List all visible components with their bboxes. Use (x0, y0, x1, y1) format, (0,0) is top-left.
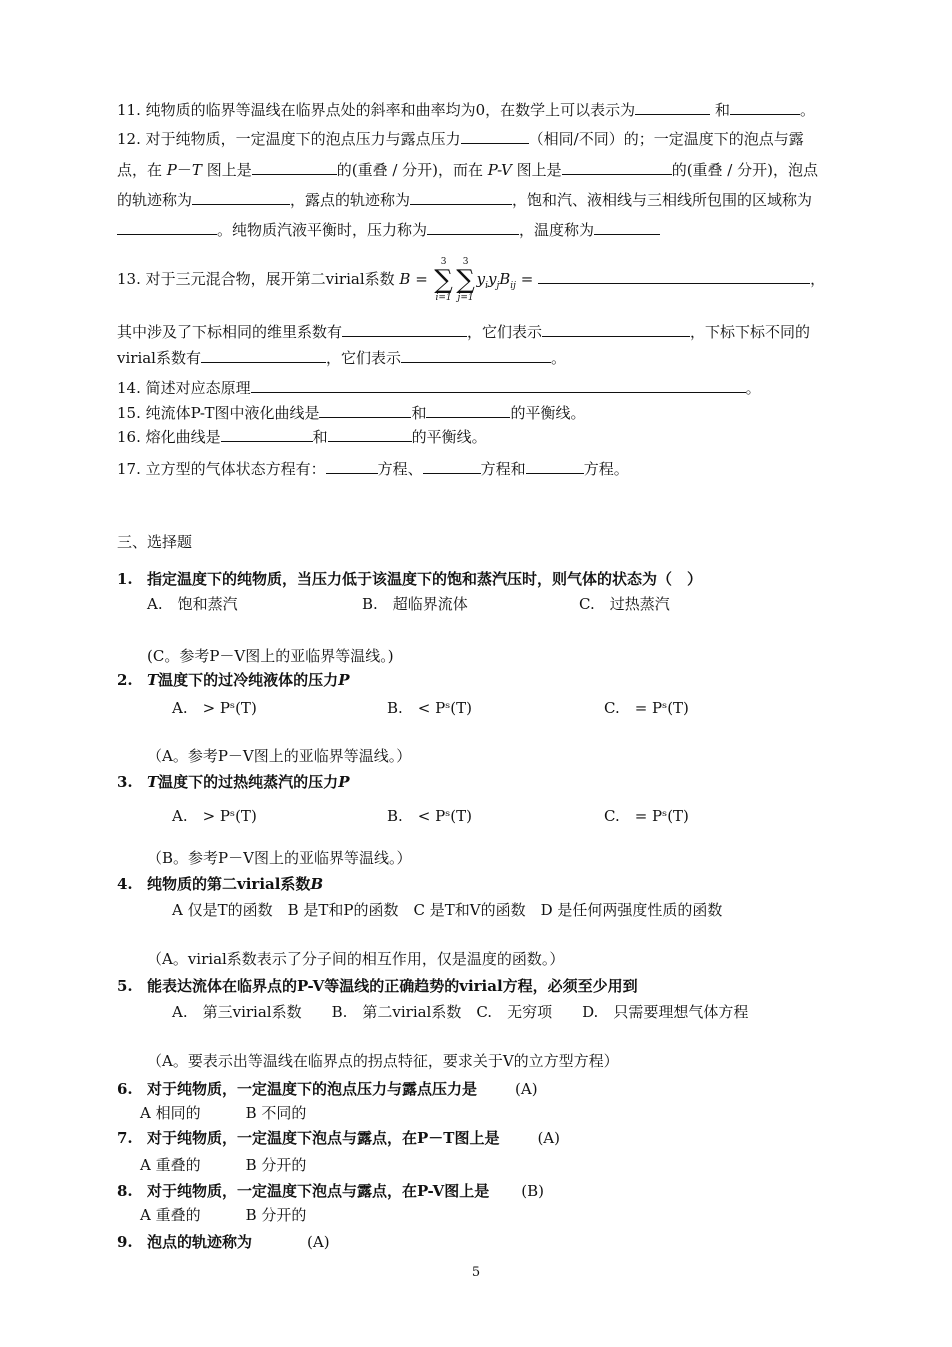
q12-text-3b: ，露点的轨迹称为 (290, 191, 411, 209)
mc-q2-stem-text: 温度下的过冷纯液体的压力 (158, 671, 339, 689)
q15-blank-1[interactable] (319, 402, 411, 418)
mc-q5-stem-text: 能表达流体在临界点的P-V等温线的正确趋势的virial方程，必须至少用到 (147, 977, 638, 995)
mc-q3-note: （B。参考P－V图上的亚临界等温线。） (147, 849, 412, 867)
q12-blank-3[interactable] (562, 159, 672, 175)
mc-q9-stem (117, 1232, 330, 1252)
q13-blank-4[interactable] (201, 347, 326, 363)
q17-text-c: 方程。 (583, 460, 629, 478)
mc-q2-note: （A。参考P－V图上的亚临界等温线。） (147, 747, 412, 765)
mc-q2-number: 2. (117, 671, 133, 689)
q12-text-4a: 。纯物质汽液平衡时，压力称为 (217, 221, 428, 239)
mc-q2-option-b[interactable]: B. < Pˢ(T) (387, 699, 472, 717)
fill-q13-line3 (117, 347, 566, 368)
section-title: 三、选择题 (117, 533, 193, 551)
q13-text-3c: 。 (551, 349, 567, 367)
q16-and: 和 (312, 428, 328, 446)
q15-number: 15. (117, 404, 141, 422)
q11-blank-1[interactable] (635, 99, 710, 115)
q12-blank-5[interactable] (410, 189, 512, 205)
q12-blank-4[interactable] (192, 189, 290, 205)
q11-blank-2[interactable] (730, 99, 800, 115)
mc-q2-option-c[interactable]: C. = Pˢ(T) (604, 699, 689, 717)
q17-text-a: 方程、 (377, 460, 423, 478)
q13-sum-i-bot: i=1 (435, 293, 452, 303)
q13-sum-i-top: 3 (440, 257, 447, 267)
mc-q3-option-c[interactable]: C. = Pˢ(T) (604, 807, 689, 825)
q16-number: 16. (117, 428, 141, 446)
q13-blank-5[interactable] (401, 347, 551, 363)
q12-text-1b: （相同/不同）的；一定温度下的泡点与露 (528, 130, 804, 148)
mc-q1-note: (C。参考P－V图上的亚临界等温线。) (147, 647, 394, 665)
mc-q3-number: 3. (117, 773, 133, 791)
q13-y2: y (487, 270, 497, 288)
q14-number: 14. (117, 379, 141, 397)
q16-end: 的平衡线。 (411, 428, 487, 446)
q15-blank-2[interactable] (426, 402, 510, 418)
q12-text-2e: 的(重叠 / 分开)，泡点 (671, 161, 818, 179)
q11-text: 纯物质的临界等温线在临界点处的斜率和曲率均为0，在数学上可以表示为 (145, 101, 636, 119)
mc-q1-number: 1. (117, 570, 133, 588)
q13-blank-3[interactable] (542, 321, 690, 337)
mc-q2-p: P (338, 671, 350, 689)
mc-q3-option-a[interactable]: A. > Pˢ(T) (172, 807, 257, 825)
q12-blank-2[interactable] (252, 159, 337, 175)
q12-text-3a: 的轨迹称为 (117, 191, 193, 209)
q14-text: 简述对应态原理 (145, 379, 251, 397)
mc-q4-stem-text: 纯物质的第二virial系数 (147, 875, 311, 893)
fill-q12-line2 (117, 159, 818, 180)
q13-sum-j (455, 257, 477, 303)
mc-q3-stem (117, 772, 349, 792)
q13-blank-1[interactable] (538, 268, 810, 284)
q12-dash: － (176, 161, 192, 179)
mc-q1-stem (117, 569, 702, 589)
q17-text: 立方型的气体状态方程有： (145, 460, 326, 478)
mc-q9-number: 9. (117, 1233, 133, 1251)
mc-q6-options[interactable]: A 相同的 B 不同的 (140, 1104, 307, 1122)
q13-b: B (399, 270, 411, 288)
fill-q12-line1 (117, 128, 804, 149)
q13-text: 对于三元混合物，展开第二virial系数 (145, 270, 395, 288)
q11-and: 和 (714, 101, 730, 119)
q16-blank-1[interactable] (221, 426, 313, 442)
mc-q6-number: 6. (117, 1080, 133, 1098)
mc-q7-number: 7. (117, 1129, 133, 1147)
q13-number: 13. (117, 270, 141, 288)
q17-blank-1[interactable] (326, 458, 378, 474)
mc-q8-stem-text: 对于纯物质，一定温度下泡点与露点，在P-V图上是 (147, 1182, 490, 1200)
mc-q3-stem-text: 温度下的过热纯蒸汽的压力 (158, 773, 339, 791)
q12-text-2c: 的(重叠 / 分开)，而在 (336, 161, 484, 179)
mc-q7-answer: (A) (537, 1129, 560, 1147)
q17-text-b: 方程和 (480, 460, 526, 478)
q13-sigma-j: ∑ (456, 265, 475, 295)
mc-q1-option-a[interactable]: A. 饱和蒸汽 (147, 595, 238, 613)
q11-end: 。 (799, 101, 815, 119)
q11-number: 11. (117, 101, 141, 119)
q17-blank-2[interactable] (423, 458, 481, 474)
mc-q3-t: T (147, 773, 159, 791)
mc-q4-stem (117, 874, 323, 894)
q12-number: 12. (117, 130, 141, 148)
mc-q4-options[interactable]: A 仅是T的函数 B 是T和P的函数 C 是T和V的函数 D 是任何两强度性质的函数 (172, 901, 723, 919)
mc-q6-stem-text: 对于纯物质，一定温度下的泡点压力与露点压力是 (147, 1080, 478, 1098)
q16-text: 熔化曲线是 (145, 428, 221, 446)
mc-q5-number: 5. (117, 977, 133, 995)
q13-text-3a: virial系数有 (117, 349, 201, 367)
fill-q15 (117, 402, 585, 423)
q15-end: 的平衡线。 (510, 404, 586, 422)
q15-text: 纯流体P-T图中液化曲线是 (145, 404, 320, 422)
fill-q11 (117, 99, 815, 120)
fill-q12-line3 (117, 189, 812, 210)
q13-text-2a: 其中涉及了下标相同的维里系数有 (117, 323, 343, 341)
q12-text-4b: ，温度称为 (519, 221, 595, 239)
q14-end: 。 (745, 379, 761, 397)
mc-q7-options[interactable]: A 重叠的 B 分开的 (140, 1156, 307, 1174)
mc-q3-p: P (338, 773, 350, 791)
q12-blank-7[interactable] (427, 219, 519, 235)
mc-q2-stem (117, 670, 349, 690)
mc-q8-number: 8. (117, 1182, 133, 1200)
q13-blank-2[interactable] (342, 321, 467, 337)
mc-q5-stem (117, 976, 638, 996)
q13-text-2b: ，它们表示 (467, 323, 543, 341)
q13-sub-i: i (485, 281, 488, 291)
fill-q14 (117, 377, 761, 398)
q12-text-2d: 图上是 (516, 161, 562, 179)
q15-and: 和 (411, 404, 427, 422)
fill-q13-line1 (117, 254, 825, 306)
q13-sub-j: j (496, 281, 500, 291)
q12-p: P (166, 161, 177, 179)
mc-q8-answer: (B) (521, 1182, 544, 1200)
mc-q4-number: 4. (117, 875, 133, 893)
q13-eq2: = (520, 270, 534, 288)
fill-q17 (117, 458, 629, 479)
q13-sigma-i: ∑ (434, 265, 453, 295)
mc-q2-option-a[interactable]: A. > Pˢ(T) (172, 699, 257, 717)
mc-q1-stem-text: 指定温度下的纯物质，当压力低于该温度下的饱和蒸汽压时，则气体的状态为（ ） (147, 570, 703, 588)
mc-q5-options[interactable]: A. 第三virial系数 B. 第二virial系数 C. 无穷项 D. 只需要理想气体方程 (172, 1003, 749, 1021)
mc-q6-answer: (A) (515, 1080, 538, 1098)
fill-q16 (117, 426, 487, 447)
q17-blank-3[interactable] (526, 458, 584, 474)
mc-q2-t: T (147, 671, 159, 689)
mc-q4-note: （A。virial系数表示了分子间的相互作用，仅是温度的函数。） (147, 950, 565, 968)
q13-y1: y (476, 270, 486, 288)
mc-q5-note: （A。要表示出等温线在临界点的拐点特征，要求关于V的立方型方程） (147, 1052, 619, 1070)
page-number: 5 (471, 1265, 481, 1280)
q13-sum-i (433, 257, 455, 303)
q12-text-1a: 对于纯物质，一定温度下的泡点压力与露点压力 (145, 130, 461, 148)
q12-text-2a: 点，在 (117, 161, 163, 179)
q14-blank[interactable] (251, 377, 746, 393)
q13-eq: = (415, 270, 428, 288)
fill-q13-line2 (117, 321, 810, 342)
q17-number: 17. (117, 460, 141, 478)
q13-sub-ij: ij (510, 281, 516, 291)
mc-q8-stem (117, 1181, 544, 1201)
q13-text-3b: ，它们表示 (325, 349, 401, 367)
mc-q4-b: B (310, 875, 324, 893)
q12-t: T (191, 161, 202, 179)
mc-q1-option-c[interactable]: C. 过热蒸汽 (579, 595, 670, 613)
q13-sum-j-top: 3 (462, 257, 469, 267)
mc-q7-stem-text: 对于纯物质，一定温度下泡点与露点，在P－T图上是 (147, 1129, 500, 1147)
q16-blank-2[interactable] (328, 426, 412, 442)
q12-text-2b: 图上是 (206, 161, 252, 179)
fill-q12-line4 (117, 219, 660, 240)
mc-q3-option-b[interactable]: B. < Pˢ(T) (387, 807, 472, 825)
mc-q6-stem (117, 1079, 538, 1099)
mc-q9-stem-text: 泡点的轨迹称为 (147, 1233, 253, 1251)
q12-text-3c: ，饱和汽、液相线与三相线所包围的区域称为 (512, 191, 813, 209)
mc-q8-options[interactable]: A 重叠的 B 分开的 (140, 1206, 307, 1224)
mc-q1-option-b[interactable]: B. 超临界流体 (362, 595, 468, 613)
q12-pv: P-V (487, 161, 512, 179)
q13-comma: ， (810, 270, 826, 288)
q13-text-2c: ，下标下标不同的 (690, 323, 811, 341)
mc-q7-stem (117, 1128, 560, 1148)
mc-q9-answer: (A) (307, 1233, 330, 1251)
q12-blank-8[interactable] (594, 219, 660, 235)
q12-blank-1[interactable] (461, 128, 529, 144)
q13-sum-j-bot: j=1 (457, 293, 474, 303)
q13-bij: B (499, 270, 511, 288)
q12-blank-6[interactable] (117, 219, 217, 235)
